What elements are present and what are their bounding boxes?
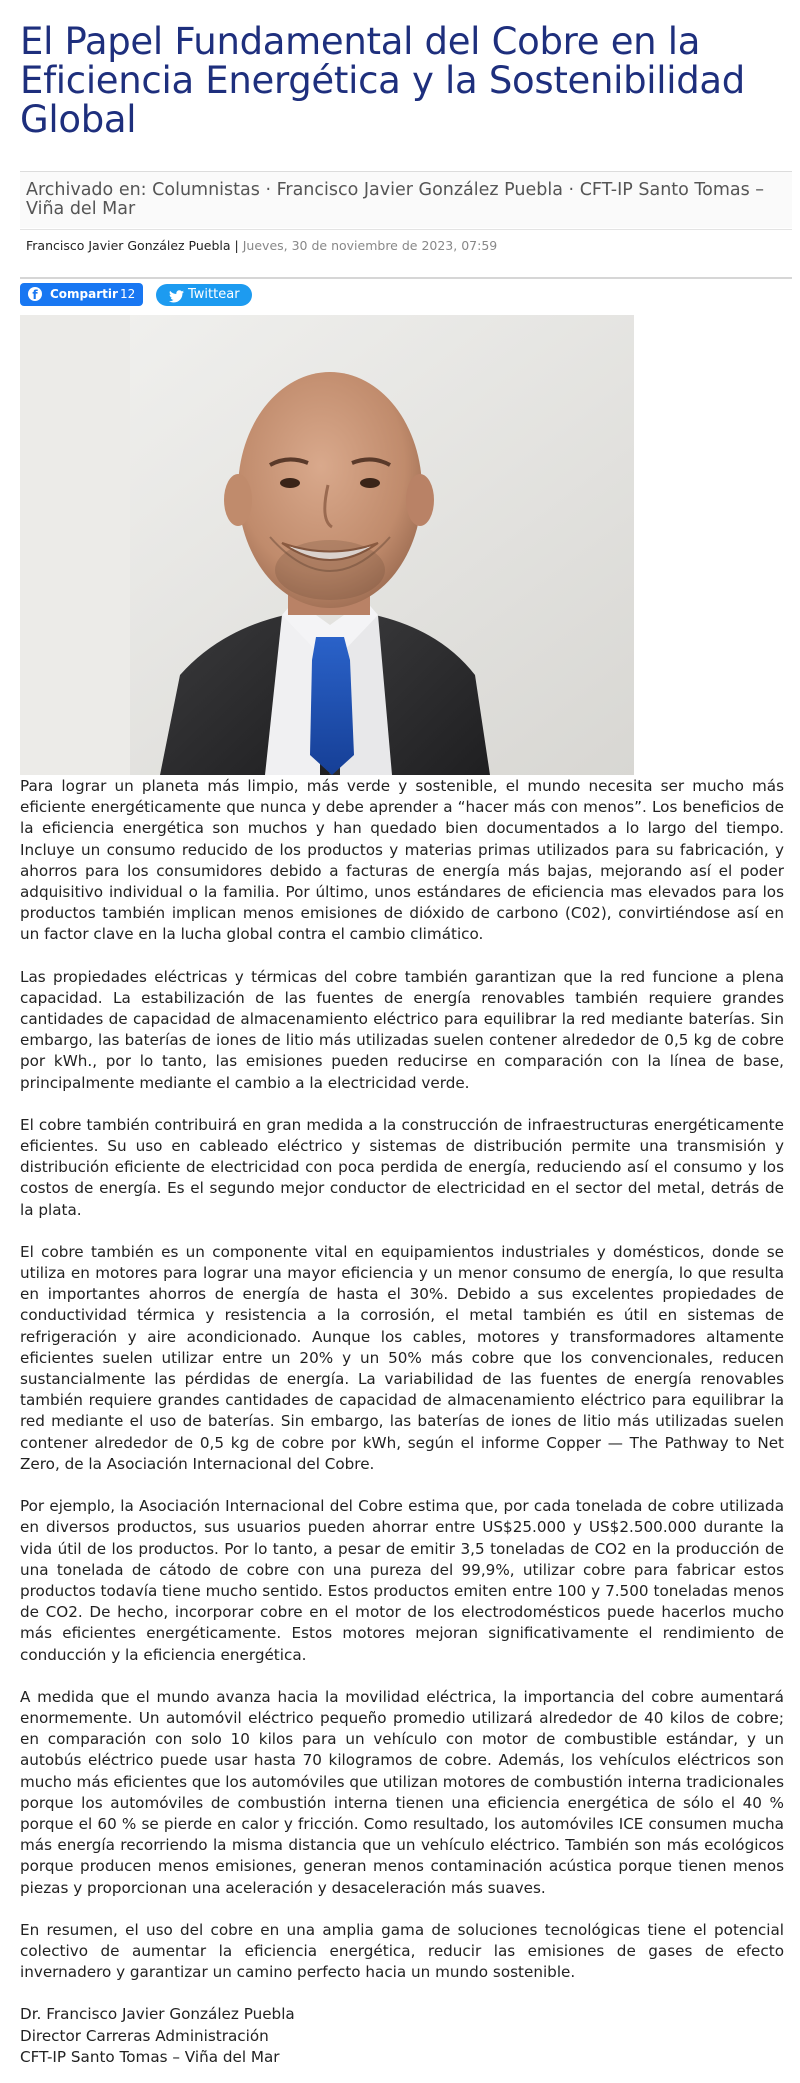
facebook-share-count: 12 bbox=[120, 287, 136, 301]
signature-role: Director Carreras Administración bbox=[20, 2026, 269, 2045]
byline-separator: | bbox=[234, 238, 239, 253]
filed-under-text bbox=[26, 181, 786, 219]
facebook-share-button[interactable] bbox=[20, 283, 143, 306]
twitter-share-label: Twittear bbox=[188, 287, 240, 302]
category-separator: · bbox=[568, 180, 575, 200]
category-separator: · bbox=[265, 180, 272, 200]
signature-name: Dr. Francisco Javier González Puebla bbox=[20, 2005, 295, 2024]
category-link-author[interactable]: Francisco Javier González Puebla bbox=[276, 180, 563, 200]
article-paragraph: El cobre también contribuirá en gran medida a la construcción de infraestructuras energéticamente eficientes. Su uso en cableado eléctrico y sistemas de distribución permite una transmisión y distribución eficiente de electricidad con poca perdida de energía, reduciendo así el consumo y los costos de energía. Es el segundo mejor conductor de electricidad en el sector del metal, detrás de la plata. bbox=[20, 1115, 784, 1219]
category-link-columnistas[interactable]: Columnistas bbox=[152, 180, 260, 200]
author-name: Francisco Javier González Puebla bbox=[26, 238, 231, 253]
twitter-bird-icon bbox=[169, 288, 184, 307]
article-paragraph: El cobre también es un componente vital en equipamientos industriales y domésticos, donde se utiliza en motores para lograr una mayor eficiencia y un menor consumo de energía, lo que resulta en importantes ahorros de energía de hasta el 30%. Debido a sus excelentes propiedades de conductividad térmica y resistencia a la corrosión, el metal también es útil en sistemas de refrigeración y aire acondicionado. Aunque los cables, motores y transformadores altamente eficientes suelen utilizar entre un 20% y un 50% más cobre que los convencionales, reducen sustancialmente las pérdidas de energía. La variabilidad de las fuentes de energía renovables también requiere grandes cantidades de capacidad de almacenamiento eléctrico para equilibrar la red mediante el uso de baterías. Sin embargo, las baterías de iones de litio más utilizadas suelen contener alrededor de 0,5 kg de cobre por kWh, según el informe Copper — The Pathway to Net Zero, de la Asociación Internacional del Cobre. bbox=[20, 1242, 784, 1473]
article-paragraph: Para lograr un planeta más limpio, más verde y sostenible, el mundo necesita ser mucho más eficiente energéticamente que nunca y debe aprender a “hacer más con menos”. Los beneficios de la eficiencia energética son muchos y han quedado bien documentados a lo largo del tiempo. Incluye un consumo reducido de los productos y materias primas utilizados para su fabricación, y ahorros para los consumidores debido a facturas de energía más bajas, mejorando así el poder adquisitivo individual o la familia. Por último, unos estándares de eficiencia mas elevados para los productos también implican menos emisiones de dióxido de carbono (C02), convirtiéndose así en un factor clave en la lucha global contra el cambio climático. bbox=[20, 777, 784, 944]
article-paragraph: A medida que el mundo avanza hacia la movilidad eléctrica, la importancia del cobre aumentará enormemente. Un automóvil eléctrico pequeño promedio utilizará alrededor de 40 kilos de cobre; en comparación con solo 10 kilos para un vehículo con motor de combustible estándar, y un autobús eléctrico puede usar hasta 70 kilogramos de cobre. Además, los vehículos eléctricos son mucho más eficientes que los automóviles que utilizan motores de combustión interna tradicionales porque los automóviles de combustión interna tienen una eficiencia energética de sólo el 40 % porque el 60 % se pierde en calor y fricción. Como resultado, los automóviles ICE consumen mucha más energía recorriendo la misma distancia que un vehículo eléctrico. También son más ecológicos porque producen menos emisiones, generan menos contaminación acústica porque tienen menos piezas y proporcionan una aceleración y desaceleración más suaves. bbox=[20, 1687, 784, 1897]
article-body bbox=[20, 776, 784, 2068]
signature-institution: CFT-IP Santo Tomas – Viña del Mar bbox=[20, 2047, 280, 2066]
facebook-share-label: Compartir bbox=[50, 287, 118, 301]
twitter-share-button[interactable] bbox=[156, 284, 252, 306]
category-link-institution[interactable]: CFT-IP Santo Tomas – Viña del Mar bbox=[26, 180, 765, 219]
article-paragraph: Las propiedades eléctricas y térmicas del cobre también garantizan que la red funcione a plena capacidad. La estabilización de las fuentes de energía renovables también requiere grandes cantidades de capacidad de almacenamiento eléctrico para equilibrar la red mediante baterías. Sin embargo, las baterías de iones de litio más utilizadas suelen contener alrededor de 0,5 kg de cobre por kWh., por lo tanto, las emisiones pueden reducirse en comparación con la línea de base, principalmente mediante el cambio a la electricidad verde. bbox=[20, 967, 784, 1092]
article-paragraph: Por ejemplo, la Asociación Internacional del Cobre estima que, por cada tonelada de cobre utilizada en diversos productos, sus usuarios pueden ahorrar entre US$25.000 y US$2.500.000 durante la vida útil de los productos. Por lo tanto, a pesar de emitir 3,5 toneladas de CO2 en la producción de una tonelada de cátodo de cobre con una pureza del 99,9%, utilizar cobre para fabricar estos productos todavía tiene mucho sentido. Estos productos emiten entre 100 y 7.500 toneladas menos de CO2. De hecho, incorporar cobre en el motor de los electrodomésticos puede hacerlos mucho más eficientes energéticamente. Estos motores mejoran significativamente el rendimiento de conducción y la eficiencia energética. bbox=[20, 1497, 784, 1664]
page-title: El Papel Fundamental del Cobre en la Eficiencia Energética y la Sostenibilidad Global bbox=[20, 20, 745, 141]
byline-bar bbox=[20, 229, 792, 279]
author-signature bbox=[20, 2004, 784, 2068]
filed-prefix: Archivado en: bbox=[26, 180, 147, 200]
byline bbox=[26, 238, 497, 253]
facebook-icon: f bbox=[28, 287, 42, 301]
author-portrait-photo bbox=[20, 315, 634, 775]
article-paragraph: En resumen, el uso del cobre en una amplia gama de soluciones tecnológicas tiene el potencial colectivo de aumentar la eficiencia energética, reducir las emisiones de gases de efecto invernadero y garantizar un camino perfecto hacia un mundo sostenible. bbox=[20, 1920, 784, 1982]
filed-under-bar bbox=[20, 171, 792, 228]
publish-date: Jueves, 30 de noviembre de 2023, 07:59 bbox=[242, 238, 498, 253]
